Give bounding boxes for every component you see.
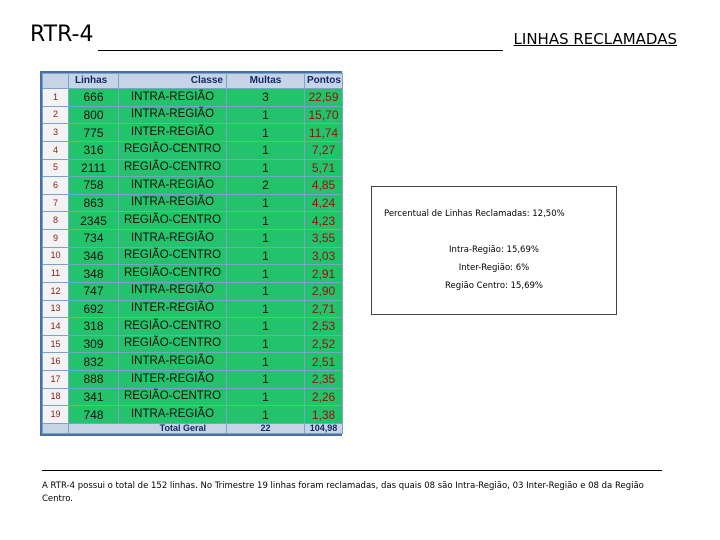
line-number: 346 [69, 247, 119, 265]
footer-divider [42, 470, 662, 471]
row-index: 11 [43, 265, 69, 283]
line-class: REGIÃO-CENTRO [119, 318, 227, 336]
row-index: 3 [43, 124, 69, 142]
fines-count: 1 [227, 406, 305, 424]
points-value: 2,35 [305, 371, 343, 389]
points-value: 22,59 [305, 89, 343, 107]
table-row [43, 124, 343, 142]
line-class: REGIÃO-CENTRO [119, 247, 227, 265]
table-row [43, 194, 343, 212]
column-header: Linhas [69, 74, 119, 89]
line-class: REGIÃO-CENTRO [119, 265, 227, 283]
slide-heading: LINHAS RECLAMADAS [513, 30, 677, 48]
line-class: INTER-REGIÃO [119, 124, 227, 142]
fines-count: 1 [227, 212, 305, 230]
fines-count: 1 [227, 159, 305, 177]
line-number: 692 [69, 300, 119, 318]
total-spacer [43, 424, 69, 434]
fines-count: 1 [227, 300, 305, 318]
title-underline [98, 50, 503, 51]
fines-count: 2 [227, 177, 305, 195]
line-class: INTRA-REGIÃO [119, 406, 227, 424]
fines-count: 1 [227, 353, 305, 371]
line-class: INTRA-REGIÃO [119, 353, 227, 371]
points-value: 7,27 [305, 141, 343, 159]
points-value: 2,51 [305, 353, 343, 371]
table-row [43, 177, 343, 195]
line-number: 775 [69, 124, 119, 142]
points-value: 1,38 [305, 406, 343, 424]
table-row [43, 335, 343, 353]
line-class: REGIÃO-CENTRO [119, 212, 227, 230]
points-value: 4,85 [305, 177, 343, 195]
column-header: Classe [119, 74, 227, 89]
line-class: REGIÃO-CENTRO [119, 335, 227, 353]
line-number: 666 [69, 89, 119, 107]
row-index: 12 [43, 282, 69, 300]
fines-count: 1 [227, 388, 305, 406]
fines-count: 1 [227, 106, 305, 124]
percentages-box [371, 186, 617, 315]
table-row [43, 406, 343, 424]
points-value: 2,26 [305, 388, 343, 406]
line-number: 2111 [69, 159, 119, 177]
table-row [43, 388, 343, 406]
points-value: 2,52 [305, 335, 343, 353]
table-row [43, 230, 343, 248]
row-index: 15 [43, 335, 69, 353]
points-value: 2,71 [305, 300, 343, 318]
row-index: 4 [43, 141, 69, 159]
claims-table-container [40, 71, 342, 436]
footer-summary: A RTR-4 possui o total de 152 linhas. No Trimestre 19 linhas foram reclamadas, das quais 08 são Intra-Região, 03 Inter-Região e 08 da Região Centro. [42, 481, 644, 504]
line-class: REGIÃO-CENTRO [119, 388, 227, 406]
table-row [43, 353, 343, 371]
row-index: 7 [43, 194, 69, 212]
table-total-row [43, 424, 343, 434]
fines-count: 1 [227, 247, 305, 265]
row-index: 19 [43, 406, 69, 424]
row-index: 5 [43, 159, 69, 177]
line-number: 2345 [69, 212, 119, 230]
fines-count: 1 [227, 141, 305, 159]
points-value: 4,23 [305, 212, 343, 230]
line-number: 309 [69, 335, 119, 353]
table-row [43, 89, 343, 107]
total-label: Total Geral [69, 424, 227, 434]
line-number: 800 [69, 106, 119, 124]
row-index: 17 [43, 371, 69, 389]
points-value: 3,03 [305, 247, 343, 265]
centro-percent-label: Região Centro: 15,69% [445, 281, 543, 291]
line-number: 348 [69, 265, 119, 283]
line-class: INTRA-REGIÃO [119, 89, 227, 107]
line-number: 734 [69, 230, 119, 248]
line-class: REGIÃO-CENTRO [119, 159, 227, 177]
slide-title: RTR-4 [30, 22, 94, 47]
column-header [43, 74, 69, 89]
row-index: 10 [43, 247, 69, 265]
points-value: 2,90 [305, 282, 343, 300]
row-index: 2 [43, 106, 69, 124]
table-row [43, 282, 343, 300]
line-number: 316 [69, 141, 119, 159]
line-class: REGIÃO-CENTRO [119, 141, 227, 159]
points-value: 2,53 [305, 318, 343, 336]
points-value: 5,71 [305, 159, 343, 177]
points-value: 11,74 [305, 124, 343, 142]
row-index: 9 [43, 230, 69, 248]
points-value: 3,55 [305, 230, 343, 248]
line-number: 341 [69, 388, 119, 406]
column-header: Multas [227, 74, 305, 89]
row-index: 1 [43, 89, 69, 107]
table-row [43, 265, 343, 283]
line-class: INTER-REGIÃO [119, 371, 227, 389]
points-value: 2,91 [305, 265, 343, 283]
fines-count: 1 [227, 318, 305, 336]
line-class: INTRA-REGIÃO [119, 106, 227, 124]
line-class: INTRA-REGIÃO [119, 177, 227, 195]
line-number: 888 [69, 371, 119, 389]
column-header: Pontos [305, 74, 343, 89]
fines-count: 3 [227, 89, 305, 107]
row-index: 8 [43, 212, 69, 230]
line-number: 863 [69, 194, 119, 212]
inter-percent-label: Inter-Região: 6% [458, 263, 530, 273]
table-row [43, 159, 343, 177]
row-index: 6 [43, 177, 69, 195]
row-index: 13 [43, 300, 69, 318]
fines-count: 1 [227, 282, 305, 300]
fines-count: 1 [227, 371, 305, 389]
table-header-row [43, 74, 343, 89]
fines-count: 1 [227, 124, 305, 142]
claims-table [42, 73, 343, 434]
line-class: INTER-REGIÃO [119, 300, 227, 318]
line-class: INTRA-REGIÃO [119, 282, 227, 300]
percent-claimed-label: Percentual de Linhas Reclamadas: 12,50% [384, 209, 565, 219]
row-index: 14 [43, 318, 69, 336]
table-row [43, 141, 343, 159]
line-class: INTRA-REGIÃO [119, 194, 227, 212]
total-multas: 22 [227, 424, 305, 434]
table-row [43, 106, 343, 124]
line-number: 758 [69, 177, 119, 195]
points-value: 4,24 [305, 194, 343, 212]
fines-count: 1 [227, 230, 305, 248]
line-number: 318 [69, 318, 119, 336]
table-row [43, 371, 343, 389]
line-number: 748 [69, 406, 119, 424]
line-class: INTRA-REGIÃO [119, 230, 227, 248]
total-pontos: 104,98 [305, 424, 343, 434]
table-row [43, 212, 343, 230]
fines-count: 1 [227, 265, 305, 283]
table-row [43, 300, 343, 318]
fines-count: 1 [227, 194, 305, 212]
line-number: 832 [69, 353, 119, 371]
row-index: 18 [43, 388, 69, 406]
line-number: 747 [69, 282, 119, 300]
intra-percent-label: Intra-Região: 15,69% [449, 245, 539, 255]
table-row [43, 247, 343, 265]
row-index: 16 [43, 353, 69, 371]
table-row [43, 318, 343, 336]
points-value: 15,70 [305, 106, 343, 124]
fines-count: 1 [227, 335, 305, 353]
